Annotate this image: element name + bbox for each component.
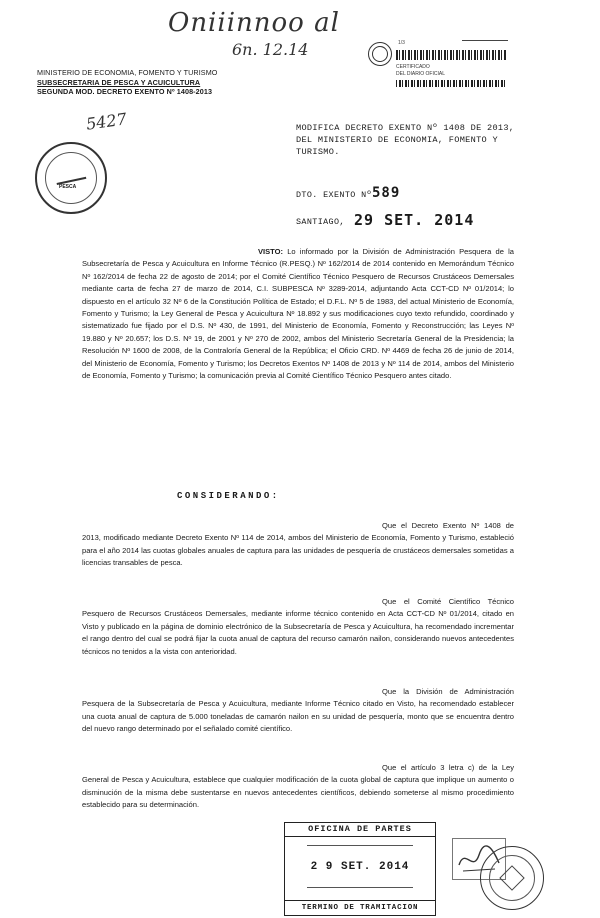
decree-subject xyxy=(296,122,526,158)
considerando-item xyxy=(82,686,514,736)
ministry-name: MINISTERIO DE ECONOMIA, FOMENTO Y TURISMO xyxy=(37,68,218,77)
certificate-sublabel: DEL DIARIO OFICIAL xyxy=(396,71,445,77)
considerando-text: Que el artículo 3 letra c) de la Ley General de Pesca y Acuicultura, establece que cualquier modificación de la cuota global de captura que implique un aumento o disminución de la misma debe sustentarse en nuevos antecedentes científicos, debiendo someterse al mismo procedimiento establecido para su determinación. xyxy=(82,763,514,810)
decree-number: 589 xyxy=(372,185,401,201)
visto-paragraph xyxy=(82,246,514,382)
seal-icon xyxy=(372,46,388,62)
considerando-item xyxy=(82,520,514,570)
barcode-icon xyxy=(396,80,506,87)
subject-line: DEL MINISTERIO DE ECONOMIA, FOMENTO Y xyxy=(296,135,498,145)
stamp-rule xyxy=(307,887,413,888)
visto-label: VISTO: xyxy=(258,247,284,256)
stamp-title: OFICINA DE PARTES xyxy=(285,823,435,837)
considerando-item xyxy=(82,762,514,812)
considerando-item xyxy=(82,596,514,658)
visto-text: Lo informado por la División de Administración Pesquera de la Subsecretaría de Pesca y Acuicultura en Informe Técnico (R.PESQ.) Nº 162/2014 de 2014 contenido en Memorándum Técnico Nº 162/2014 de fecha 22 de agosto de 2014; por el Comité Científico Técnico Pesquero de Recursos Crustáceos Demersales mediante carta de fecha 27 de marzo de 2014, C.I. SUBPESCA Nº 3289-2014, adjuntando Acta CCT-CD Nº 01/2014; lo dispuesto en el artículo 32 Nº 6 de la Constitución Política de Estado; el D.F.L. Nº 5 de 1983, del actual Ministerio de Economía, Fomento y Turismo; la Ley General de Pesca y Acuicultura Nº 18.892 y sus modificaciones cuyo texto refundido, coordinado y sistematizado fue fijado por el D.S. Nº 430, de 1991, del Ministerio de Economía, Fomento y Reconstrucción; las Leyes Nº 19.880 y Nº 20.657; los D.S. Nº 19, de 2001 y Nº 270 de 2002, ambos del Ministerio Secretaría General de la Presidencia; la Resolución Nº 1600 de 2008, de la Contraloría General de la República; el Oficio CRD. Nº 4469 de fecha 26 de junio de 2014, del Ministerio de Economía, Fomento y Turismo; los Decretos Exentos Nº 1408 de 2013 y Nº 114 de 2014, ambos del Ministerio de Economía, Fomento y Turismo; la comunicación previa al Comité Científico Técnico Pesquero antes citado. xyxy=(82,247,514,381)
decree-date: 29 SET. 2014 xyxy=(354,211,475,229)
stamp-rule xyxy=(462,40,508,47)
handwritten-number: 5427 xyxy=(84,109,128,134)
oficina-partes-stamp xyxy=(284,822,436,916)
handwritten-note-date: 6n. 12.14 xyxy=(232,40,309,59)
decree-reference: SEGUNDA MOD. DECRETO EXENTO Nº 1408-2013 xyxy=(37,87,213,96)
considerando-text: Que el Decreto Exento Nº 1408 de 2013, modificado mediante Decreto Exento Nº 114 de 2014, ambos del Ministerio de Economía, Fomento y Turismo, estableció para el año 2014 las cuotas globales anuales de captura para las unidades de pesquería de crustáceos demersales sometidas a licencias transables de pesca. xyxy=(82,521,514,568)
considerando-text: Que la División de Administración Pesquera de la Subsecretaría de Pesca y Acuicultura, mediante Informe Técnico citado en Visto, ha recomendado establecer una cuota anual de captura de 5.000 toneladas de camarón nailon en su unidad de pesquería, monto que se encuentra dentro del nuevo rango determinado por el señalado comité científico. xyxy=(82,687,514,734)
official-seal-icon xyxy=(480,846,544,910)
considerando-heading: CONSIDERANDO: xyxy=(177,491,280,501)
certificate-label: CERTIFICADO xyxy=(396,64,430,70)
stamp-rule xyxy=(307,845,413,846)
subject-line: TURISMO. xyxy=(296,147,340,157)
stamp-footer: TERMINO DE TRAMITACION xyxy=(285,900,435,915)
certificate-stamp xyxy=(366,38,512,90)
subsecretaria-name: SUBSECRETARIA DE PESCA Y ACUICULTURA xyxy=(37,77,201,87)
decree-place: SANTIAGO, xyxy=(296,217,345,227)
considerando-text: Que el Comité Científico Técnico Pesquero de Recursos Crustáceos Demersales, mediante informe técnico contenido en Acta CCT-CD Nº 01/2014, citado en Visto y publicado en la página de dominio electrónico de la Subsecretaría de Pesca y Acuicultura, ha recomendado incrementar el rango dentro del cual se podrá fijar la cuota anual de captura del recurso camarón nailon, considerando nuevos antecedentes técnicos no tenidos a la vista con anterioridad. xyxy=(82,597,514,656)
decree-number-label: DTO. EXENTO Nº xyxy=(296,190,372,200)
handwritten-note-top: Oniiinnoo al xyxy=(168,8,340,38)
ministry-seal-icon: PESCA xyxy=(35,142,107,214)
letterhead xyxy=(37,68,267,97)
barcode-icon xyxy=(396,50,506,60)
stamp-date: 2 9 SET. 2014 xyxy=(310,861,410,873)
certificate-page: 1/3 xyxy=(398,40,405,46)
subject-line: MODIFICA DECRETO EXENTO Nº 1408 DE 2013, xyxy=(296,123,515,133)
